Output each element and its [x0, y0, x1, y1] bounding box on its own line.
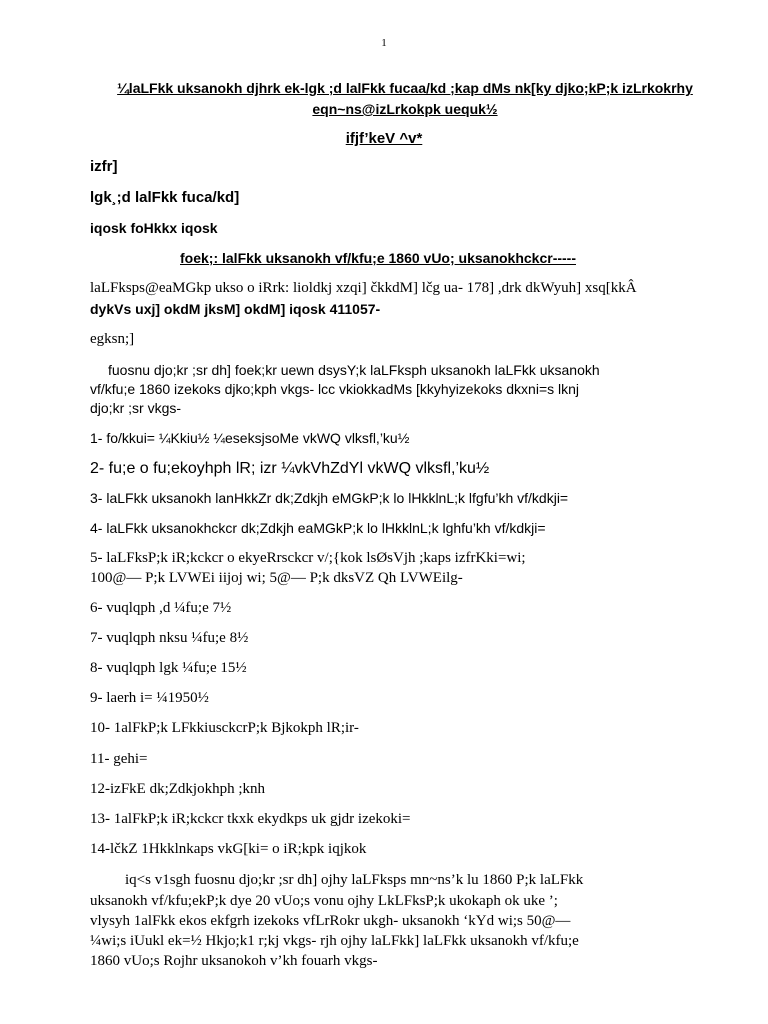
closing-paragraph-line-5: 1860 vUo;s Rojhr uksanokoh v’kh fouarh vkgs-: [90, 953, 378, 969]
closing-paragraph-line-4: ¼wi;s iUukl ek=½ Hkjo;k1 r;kj vkgs- rjh ojhy laLFkk] laLFkk uksanokh vf/kfu;e: [90, 933, 579, 949]
addressee-prati: izfr]: [90, 158, 118, 175]
list-item: 12-izFkE dk;Zdkjokhph ;knh: [90, 781, 265, 797]
list-item: 5- laLFksP;k iR;kckcr o ekyeRrsckcr v/;{kok lsØsVjh ;kaps izfrKki=wi;: [90, 550, 526, 566]
intro-paragraph-line-3: djo;kr ;sr vkgs-: [90, 400, 182, 416]
subject-line: foek;: lalFkk uksanokh vf/kfu;e 1860 vUo; uksanokhckcr-----: [180, 250, 576, 266]
intro-paragraph-line-2: vf/kfu;e 1860 izekoks djko;kph vkgs- lcc vkiokkadMs [kkyhyizekoks dkxni=s lknj: [90, 381, 580, 397]
list-item: 14-lčkZ 1Hkklnkaps vkG[ki= o iR;kpk iqjkok: [90, 841, 367, 857]
list-item: 8- vuqlqph lgk ¼fu;e 15½: [90, 660, 247, 676]
salutation: egksn;]: [90, 331, 135, 347]
closing-paragraph-line-2: uksanokh vf/kfu;ekP;k dye 20 vUo;s vonu ojhy LkLFksP;k ukokaph ok uke ’;: [90, 893, 558, 909]
list-item: 7- vuqlqph nksu ¼fu;e 8½: [90, 630, 249, 646]
closing-paragraph-line-3: vlysyh 1alFkk ekos ekfgrh izekoks vfLrRokr ukgh- uksanokh ‘kYd wi;s 50@—: [90, 913, 571, 929]
sender-address-line-2: dykVs uxj] okdM jksM] okdM] iqosk 411057-: [90, 301, 381, 317]
sender-address-line-1: laLFksps@eaMGkp ukso o iRrk: lioldkj xzqi] čkkdM] lčg ua- 178] ,drk dkWyuh] xsq[kkÂ: [90, 280, 637, 296]
closing-paragraph-line-1: iq<s v1sgh fuosnu djo;kr ;sr dh] ojhy laLFksps mn~ns’k lu 1860 P;k laLFkk: [125, 872, 584, 888]
list-item: 4- laLFkk uksanokhckcr dk;Zdkjh eaMGkP;k lo lHkklnL;k lghfu’kh vf/kdkji=: [90, 520, 546, 536]
document-title-line-1: ¼laLFkk uksanokh djhrk ek-lgk ;d lalFkk fucaa/kd ;kap dMs nk[ky djko;kP;k izLrkokrhy: [117, 80, 693, 96]
appendix-heading: ifjf’keV ^v*: [345, 130, 423, 147]
list-item: 10- 1alFkP;k LFkkiusckcrP;k Bjkokph lR;ir-: [90, 720, 359, 736]
addressee-location: iqosk foHkkx iqosk: [90, 220, 218, 236]
list-item: 2- fu;e o fu;ekoyhph lR; izr ¼vkVhZdYl vkWQ vlksfl,’ku½: [90, 460, 490, 477]
addressee-title: lgk¸;d lalFkk fuca/kd]: [90, 189, 240, 206]
list-item: 11- gehi=: [90, 751, 148, 767]
page-number: 1: [381, 37, 387, 49]
list-item: 6- vuqlqph ,d ¼fu;e 7½: [90, 600, 232, 616]
list-item: 9- laerh i= ¼1950½: [90, 690, 209, 706]
document-title-line-2: eqn~ns@izLrkokpk uequk½: [312, 101, 498, 117]
list-item: 13- 1alFkP;k iR;kckcr tkxk ekydkps uk gjdr izekoki=: [90, 811, 411, 827]
list-item: 1- fo/kkui= ¼Kkiu½ ¼eseksjsoMe vkWQ vlksfl,’ku½: [90, 430, 410, 446]
list-item: 3- laLFkk uksanokh lanHkkZr dk;Zdkjh eMGkP;k lo lHkklnL;k lfgfu’kh vf/kdkji=: [90, 490, 569, 506]
intro-paragraph-line-1: fuosnu djo;kr ;sr dh] foek;kr uewn dsysY;k laLFksph uksanokh laLFkk uksanokh: [108, 362, 600, 378]
list-item-continuation: 100@— P;k LVWEi iijoj wi; 5@— P;k dksVZ Qh LVWEilg-: [90, 570, 463, 586]
